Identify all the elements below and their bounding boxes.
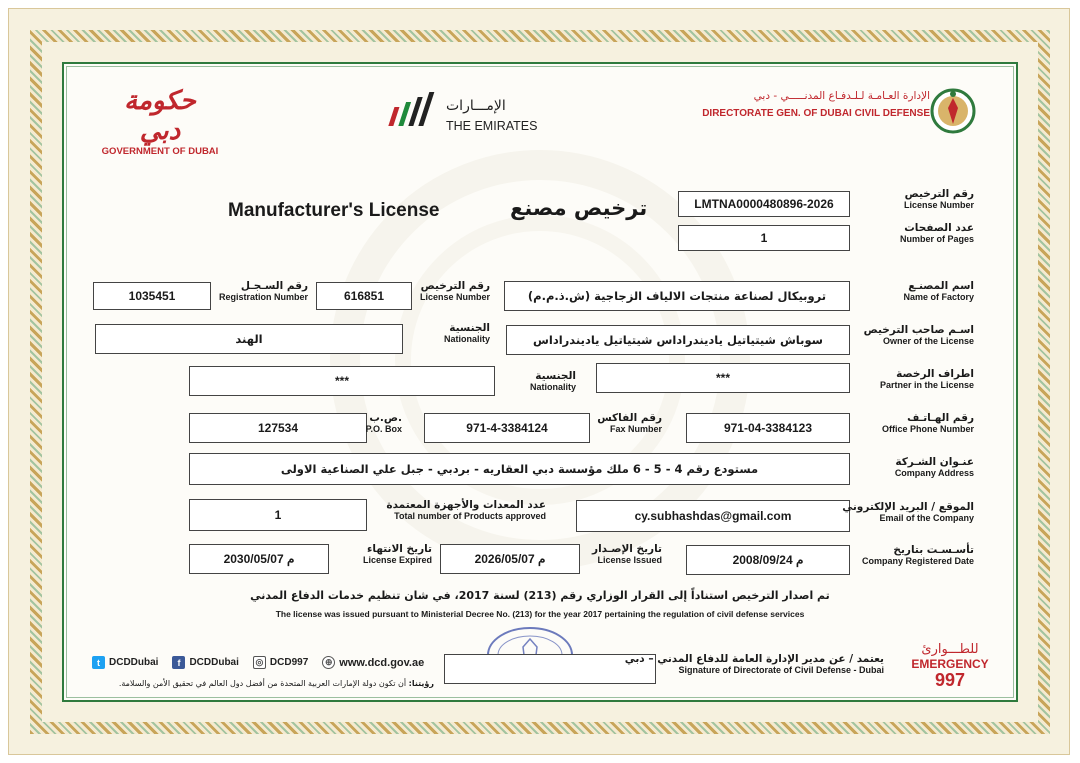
partner-nationality-value: *** xyxy=(189,366,495,396)
factory-name-label: اسم المصنـع Name of Factory xyxy=(903,280,974,302)
company-address-label: عنـوان الشـركة Company Address xyxy=(894,456,974,478)
twitter-link[interactable]: t DCDDubai xyxy=(92,656,158,669)
globe-icon: ⊕ xyxy=(322,656,335,669)
facebook-link[interactable]: f DCDDubai xyxy=(172,656,238,669)
title-arabic: ترخيص مصنع xyxy=(510,196,648,220)
dcd-logo-english: DIRECTORATE GEN. OF DUBAI CIVIL DEFENSE xyxy=(702,108,930,119)
emirates-logo-english: THE EMIRATES xyxy=(446,119,538,133)
website-link[interactable]: ⊕ www.dcd.gov.ae xyxy=(322,656,424,669)
license-number-value: LMTNA0000480896-2026 xyxy=(678,191,850,217)
registration-number-label: رقم السـجـل Registration Number xyxy=(218,280,308,302)
factory-name-value: تروبيكال لصناعة منتجات الالياف الزجاجية (ش.ذ.م.م) xyxy=(504,281,850,311)
products-approved-value: 1 xyxy=(189,499,367,531)
license-expired-value: 2030/05/07 م xyxy=(189,544,329,574)
license-number-label: رقم الترخيص License Number xyxy=(903,188,974,210)
dcd-emblem-icon xyxy=(930,86,976,136)
pages-value: 1 xyxy=(678,225,850,251)
company-email-value: cy.subhashdas@gmail.com xyxy=(576,500,850,532)
emergency-number: 997 xyxy=(934,670,966,690)
emergency-arabic: للطـــوارئ xyxy=(921,642,979,657)
po-box-label: ص.ب. P.O. Box xyxy=(365,412,402,434)
title-english: Manufacturer's License xyxy=(228,200,440,221)
license-no-value: 616851 xyxy=(316,282,412,310)
registration-number-value: 1035451 xyxy=(93,282,211,310)
social-links xyxy=(92,656,424,669)
the-emirates-logo xyxy=(388,88,538,136)
emergency-english: EMERGENCY xyxy=(911,657,989,671)
signature-label: يعتمد / عن مدير الإدارة العامة للدفاع المدني – دبي Signature of Directorate of Civil Defense - Dubai xyxy=(624,653,884,675)
registered-date-label: تأسـسـت بتاريخ Company Registered Date xyxy=(861,544,974,566)
vision-text: أن تكون دولة الإمارات العربية المتحدة من أفضل دول العالم في تحقيق الأمن والسلامة. xyxy=(118,679,407,688)
facebook-icon: f xyxy=(172,656,185,669)
instagram-icon: ◎ xyxy=(253,656,266,669)
government-of-dubai-logo xyxy=(100,86,220,157)
license-expired-label: تاريخ الانتهاء License Expired xyxy=(362,543,432,565)
instagram-link[interactable]: ◎ DCD997 xyxy=(253,656,308,669)
company-email-label: الموقع / البريد الإلكتروني Email of the Company xyxy=(842,501,974,523)
owner-nationality-value: الهند xyxy=(95,324,403,354)
decree-english: The license was issued pursuant to Ministerial Decree No. (213) for the year 2017 pertaining the regulation of civil defense services xyxy=(275,609,805,619)
owner-label: اسـم صاحب الترخيص Owner of the License xyxy=(863,324,974,346)
dcd-logo-arabic: الإدارة العـامـة لـلـدفـاع المدنـــــي - دبي xyxy=(753,90,930,102)
partner-nationality-label: الجنسية Nationality xyxy=(529,370,576,392)
twitter-icon: t xyxy=(92,656,105,669)
decree-arabic: تم اصدار الترخيص استناداً إلى القرار الوزاري رقم (213) لسنة 2017، في شان تنظيم خدمات الدفاع المدني xyxy=(250,589,830,602)
license-no-label: رقم الترخيص License Number xyxy=(419,280,490,302)
company-address-value: مستودع رقم 4 - 5 - 6 ملك مؤسسة دبي العقاريه - بردبي - جبل علي الصناعية الاولى xyxy=(189,453,850,485)
vision-statement xyxy=(90,679,434,688)
fax-number-label: رقم الفاكس Fax Number xyxy=(597,412,662,434)
gov-logo-arabic: حكومة دبي xyxy=(124,86,196,146)
products-approved-label: عدد المعدات والأجهزة المعتمدة Total number of Products approved xyxy=(386,499,546,521)
office-phone-label: رقم الهـاتـف Office Phone Number xyxy=(881,412,974,434)
owner-nationality-label: الجنسية Nationality xyxy=(443,322,490,344)
emirates-stripes-icon xyxy=(388,90,440,130)
partner-value: *** xyxy=(596,363,850,393)
emergency-block xyxy=(905,642,995,689)
po-box-value: 127534 xyxy=(189,413,367,443)
emirates-logo-arabic: الإمـــارات xyxy=(446,98,506,114)
fax-number-value: 971-4-3384124 xyxy=(424,413,590,443)
partner-label: اطراف الرخصة Partner in the License xyxy=(879,368,974,390)
gov-logo-english: GOVERNMENT OF DUBAI xyxy=(101,146,219,157)
vision-label: رؤيتنا: xyxy=(408,679,434,688)
owner-value: سوباش شيتياتيل ياديندراداس شيتياتيل ياديندراداس xyxy=(506,325,850,355)
pages-label: عدد الصفحات Number of Pages xyxy=(899,222,974,244)
license-issued-label: تاريخ الإصـدار License Issued xyxy=(592,543,662,565)
dcd-logo-text xyxy=(640,90,930,119)
office-phone-value: 971-04-3384123 xyxy=(686,413,850,443)
registered-date-value: 2008/09/24 م xyxy=(686,545,850,575)
license-issued-value: 2026/05/07 م xyxy=(440,544,580,574)
